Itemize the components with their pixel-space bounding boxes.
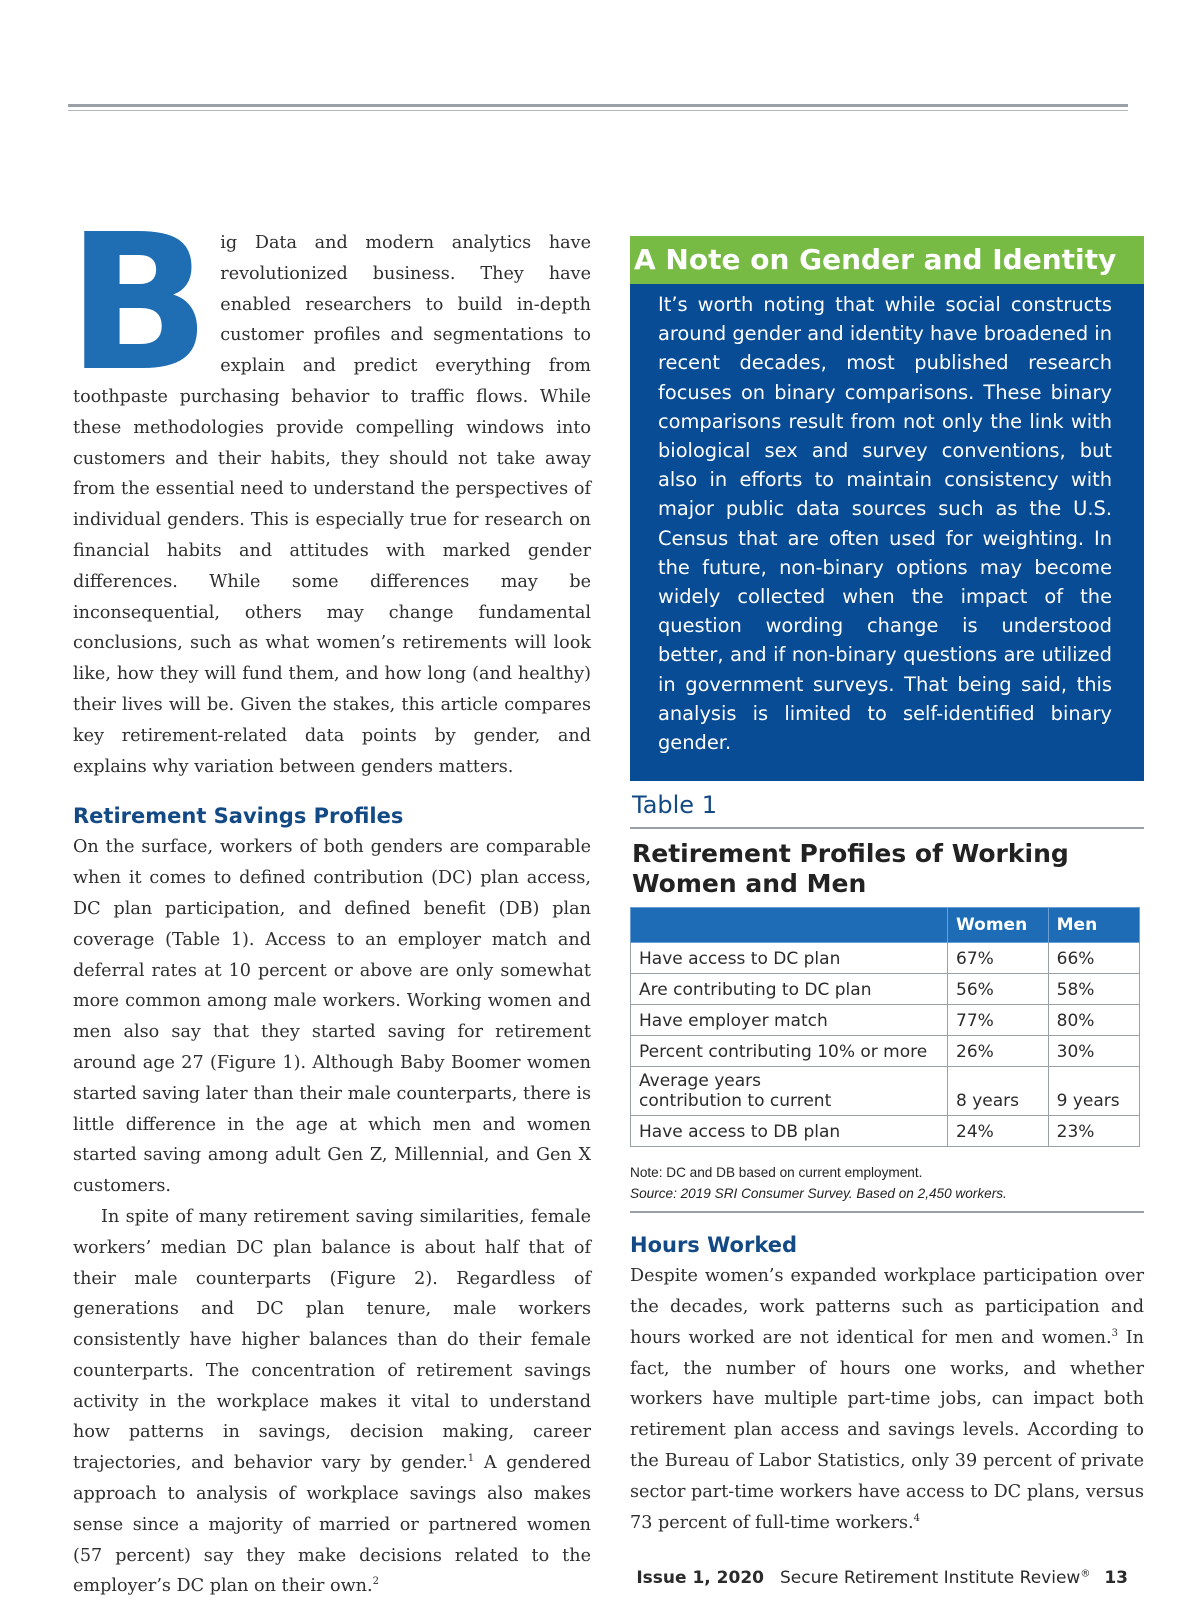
row-men: 30% [1048, 1036, 1139, 1067]
top-rule-thin [68, 110, 1128, 111]
table-row [631, 943, 1140, 974]
footnote-4: 4 [913, 1512, 920, 1524]
row-label-line-1: Average years [639, 1071, 761, 1092]
row-women: 56% [948, 974, 1049, 1005]
row-label [631, 1067, 948, 1116]
note-box [630, 236, 1144, 781]
left-column [67, 194, 591, 1602]
intro-paragraph [67, 194, 591, 782]
savings-p2-text-b: A gendered approach to analysis of workplace savings also makes sense since a majority of married or partnered women (57 percent) say they make decisions related to the employer’s DC plan on their own. [73, 1453, 591, 1597]
page-number: 13 [1104, 1568, 1128, 1588]
drop-cap: B [67, 194, 211, 413]
footer-issue: Issue 1, 2020 [636, 1568, 764, 1588]
hours-text-b: In fact, the number of hours one works, and whether workers have multiple part-time jobs, can impact both retirement plan access and savings levels. According to the Bureau of Labor Statistics, only 39 percent of private sector part-time workers have access to DC plans, versus 73 percent of full-time workers. [630, 1327, 1144, 1533]
footnote-3: 3 [1111, 1327, 1118, 1339]
table-source: Source: 2019 SRI Consumer Survey. Based on 2,450 workers. [630, 1186, 1007, 1202]
row-label: Have employer match [631, 1005, 948, 1036]
row-men: 66% [1048, 943, 1139, 974]
table-title: Retirement Profiles of Working Women and Men [632, 839, 1069, 899]
row-label: Have access to DC plan [631, 943, 948, 974]
footer-publication: Secure Retirement Institute Review [779, 1568, 1081, 1588]
table-header-row [631, 908, 1140, 943]
row-women: 26% [948, 1036, 1049, 1067]
table-header-blank [631, 908, 948, 943]
row-women: 67% [948, 943, 1049, 974]
row-label-line-2: contribution to current [639, 1091, 832, 1112]
table-header-women: Women [948, 908, 1049, 943]
section-heading-savings: Retirement Savings Profiles [73, 804, 404, 829]
row-women: 24% [948, 1116, 1049, 1147]
table-header-men: Men [1048, 908, 1139, 943]
page-footer [636, 1568, 1128, 1588]
row-men: 9 years [1048, 1067, 1139, 1116]
table-row [631, 1005, 1140, 1036]
table-row [631, 1116, 1140, 1147]
footnote-1: 1 [467, 1453, 475, 1465]
row-women: 77% [948, 1005, 1049, 1036]
footnote-2: 2 [372, 1576, 379, 1588]
table-bottom-rule [630, 1211, 1144, 1213]
top-rule [68, 104, 1128, 107]
row-women: 8 years [948, 1067, 1049, 1116]
note-box-text: It’s worth noting that while social constructs around gender and identity have broadened in recent decades, most published research focuses on binary comparisons. These binary comparisons result from not only the link with biological sex and survey conventions, but also in efforts to maintain consistency with major public data sources such as the U.S. Census that are often used for weighting. In the future, non-binary options may become widely collected when the impact of the question wording change is understood better, and if non-binary questions are utilized in government surveys. That being said, this analysis is limited to self-identified binary gender. [630, 284, 1144, 781]
row-label: Are contributing to DC plan [631, 974, 948, 1005]
row-label: Percent contributing 10% or more [631, 1036, 948, 1067]
table-row [631, 1036, 1140, 1067]
table-note: Note: DC and DB based on current employment. [630, 1165, 923, 1181]
right-column [630, 236, 1144, 1538]
row-men: 23% [1048, 1116, 1139, 1147]
savings-paragraph-2 [73, 1202, 591, 1602]
row-men: 58% [1048, 974, 1139, 1005]
intro-text: ig Data and modern analytics have revolutionized business. They have enabled researchers to build in-depth customer profiles and segmentations to explain and predict everything from toothpaste purchasing behavior to traffic flows. While these methodologies provide compelling windows into customers and their habits, they should not take away from the essential need to understand the perspectives of individual genders. This is especially true for research on financial habits and attitudes with marked gender differences. While some differences may be inconsequential, others may change fundamental conclusions, such as what women’s retirements will look like, how they will fund them, and how long (and healthy) their lives will be. Given the stakes, this article compares key retirement-related data points by gender, and explains why variation between genders matters. [73, 233, 591, 777]
section-heading-hours: Hours Worked [630, 1233, 797, 1258]
note-box-title: A Note on Gender and Identity [630, 236, 1144, 284]
savings-paragraph-1: On the surface, workers of both genders are comparable when it comes to defined contribution (DC) plan access, DC plan participation, and defined benefit (DB) plan coverage (Table 1). Access to an employer match and deferral rates at 10 percent or above are only somewhat more common among male workers. Working women and men also say that they started saving for retirement around age 27 (Figure 1). Although Baby Boomer women started saving later than their male counterparts, there is little difference in the age at which men and women started saving among adult Gen Z, Millennial, and Gen X customers. [73, 837, 591, 1197]
table-rule [630, 827, 1144, 829]
row-label: Have access to DB plan [631, 1116, 948, 1147]
savings-p2-text: In spite of many retirement saving similarities, female workers’ median DC plan balance is about half that of their male counterparts (Figure 2). Regardless of generations and DC plan tenure, male workers consistently have higher balances than do their female counterparts. The concentration of retirement savings activity in the workplace makes it vital to understand how patterns in savings, decision making, career trajectories, and behavior vary by gender. [73, 1206, 591, 1474]
hours-paragraph [630, 1261, 1144, 1538]
row-men: 80% [1048, 1005, 1139, 1036]
table-row [631, 1067, 1140, 1116]
hours-text-a: Despite women’s expanded workplace participation over the decades, work patterns such as participation and hours worked are not identical for men and women. [630, 1266, 1144, 1348]
table-row [631, 974, 1140, 1005]
table-label: Table 1 [632, 791, 717, 820]
profiles-table [630, 907, 1140, 1147]
footer-registered-mark: ® [1080, 1568, 1091, 1580]
